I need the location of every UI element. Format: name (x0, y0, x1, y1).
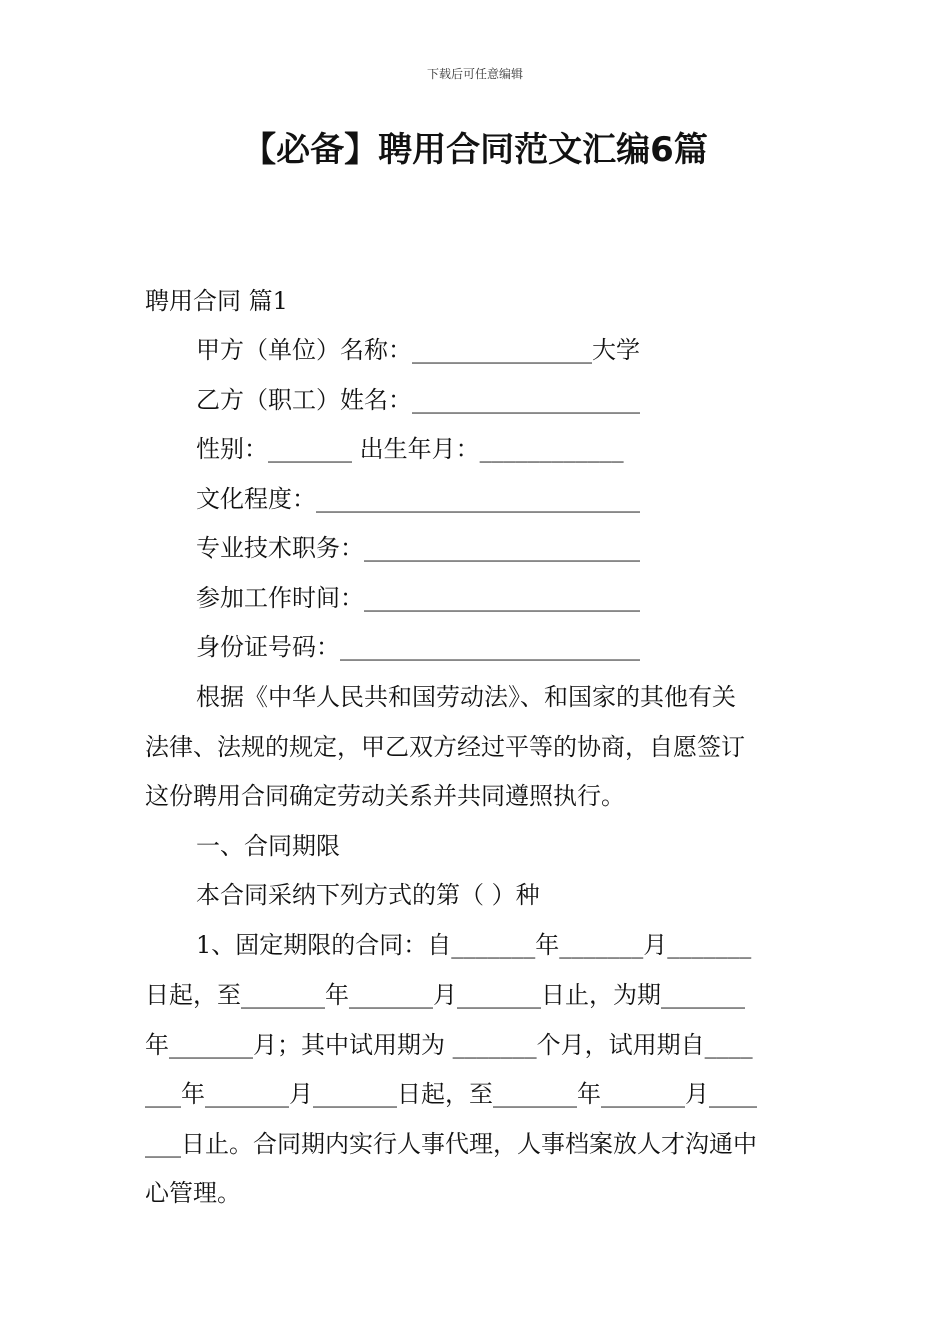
document-title: 【必备】聘用合同范文汇编6篇 (242, 130, 708, 170)
fixed-term-line-1: 1、固定期限的合同：自_______年_______月_______ (196, 931, 752, 959)
intro-line-1: 根据《中华人民共和国劳动法》、和国家的其他有关 (196, 683, 736, 711)
field-work-start: 参加工作时间：_______________________ (196, 584, 640, 612)
fixed-term-line-3: 年_______月；其中试用期为 _______个月，试用期自____ (145, 1031, 753, 1059)
field-party-b: 乙方（职工）姓名：___________________ (196, 386, 640, 414)
field-education: 文化程度：___________________________ (196, 485, 640, 513)
fixed-term-line-4: ___年_______月_______日起，至_______年_______月____ (145, 1080, 757, 1108)
fixed-term-line-2: 日起，至_______年_______月_______日止，为期_______ (145, 981, 745, 1009)
header-note: 下载后可任意编辑 (426, 67, 523, 81)
field-id-number: 身份证号码：_________________________ (196, 633, 640, 661)
intro-line-2: 法律、法规的规定，甲乙双方经过平等的协商，自愿签订 (145, 733, 745, 761)
fixed-term-line-5: ___日止。合同期内实行人事代理，人事档案放人才沟通中 (145, 1130, 757, 1158)
section-heading: 聘用合同 篇1 (145, 287, 288, 315)
field-professional-title: 专业技术职务：_______________________ (196, 534, 640, 562)
field-party-a: 甲方（单位）名称：_______________大学 (196, 336, 640, 364)
field-gender-birth: 性别：_______ 出生年月：____________ (196, 435, 624, 463)
term-heading: 一、合同期限 (196, 832, 340, 860)
intro-line-3: 这份聘用合同确定劳动关系并共同遵照执行。 (145, 782, 625, 810)
fixed-term-line-6: 心管理。 (145, 1179, 241, 1207)
term-choice: 本合同采纳下列方式的第（ ）种 (196, 881, 540, 909)
